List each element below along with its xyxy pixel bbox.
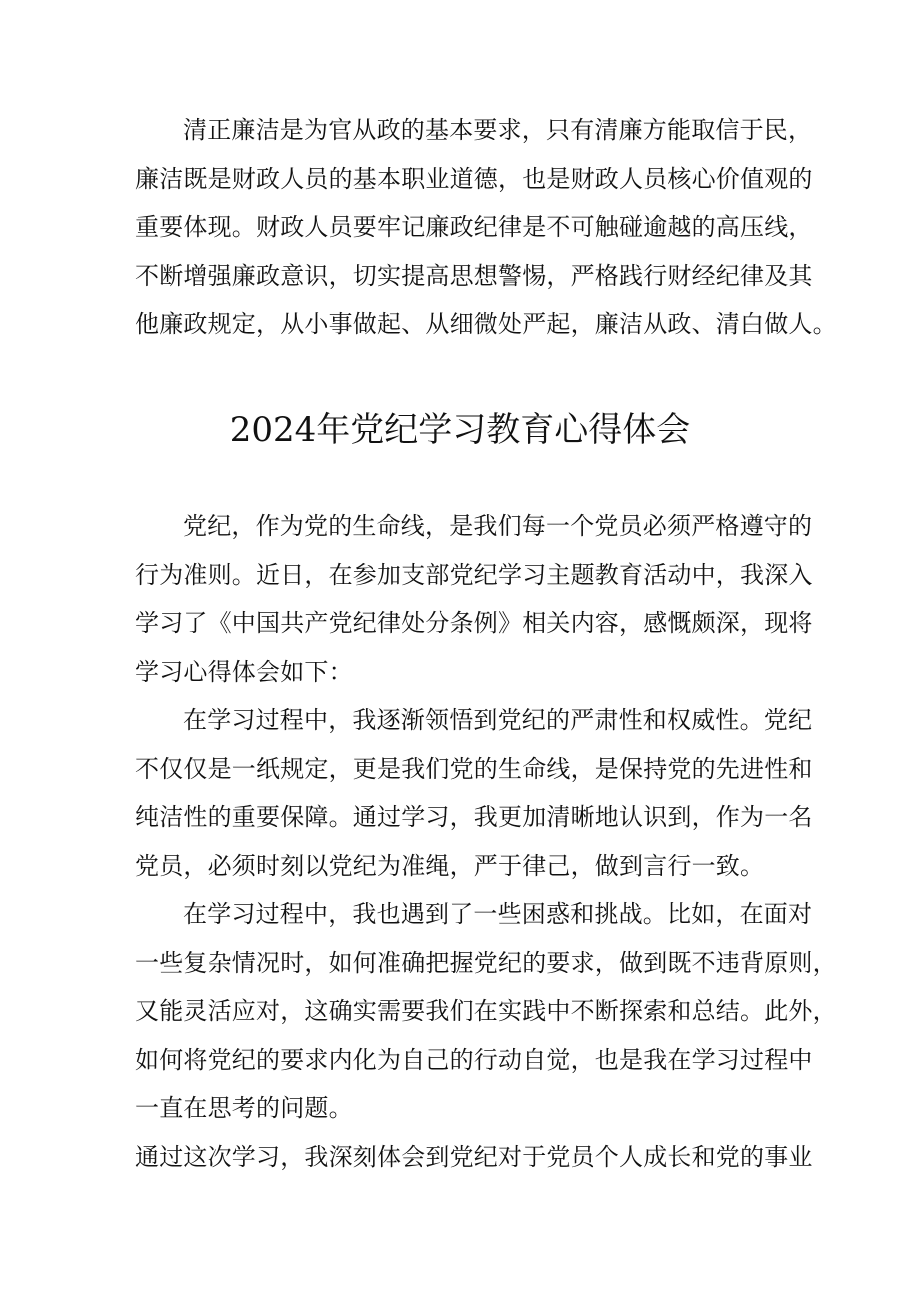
text-line: 纯洁性的重要保障。通过学习，我更加清晰地认识到，作为一名 — [135, 803, 813, 831]
text-line: 学习心得体会如下： — [135, 657, 353, 686]
text-line: 重要体现。财政人员要牢记廉政纪律是不可触碰逾越的高压线， — [135, 213, 813, 241]
text-line: 又能灵活应对，这确实需要我们在实践中不断探索和总结。此外， — [135, 997, 837, 1025]
text-line: 一些复杂情况时，如何准确把握党纪的要求，做到既不违背原则， — [135, 948, 837, 977]
intro-paragraph — [135, 106, 837, 349]
text-line: 在学习过程中，我逐渐领悟到党纪的严肃性和权威性。党纪 — [183, 706, 813, 734]
text-line: 党员，必须时刻以党纪为准绳，严于律己，做到言行一致。 — [135, 851, 765, 880]
text-line: 不断增强廉政意识，切实提高思想警惕，严格践行财经纪律及其 — [135, 261, 813, 290]
text-line: 不仅仅是一纸规定，更是我们党的生命线，是保持党的先进性和 — [135, 754, 813, 783]
text-line: 他廉政规定，从小事做起、从细微处严起，廉洁从政、清白做人。 — [135, 310, 837, 338]
text-line: 在学习过程中，我也遇到了一些困惑和挑战。比如，在面对 — [183, 900, 813, 928]
text-line: 如何将党纪的要求内化为自己的行动自觉，也是我在学习过程中 — [135, 1045, 813, 1074]
text-line: 党纪，作为党的生命线，是我们每一个党员必须严格遵守的 — [183, 512, 813, 540]
body-paragraph-3 — [135, 890, 837, 1133]
body-paragraph-1 — [135, 502, 813, 696]
text-line: 一直在思考的问题。 — [135, 1094, 353, 1122]
text-line: 廉洁既是财政人员的基本职业道德，也是财政人员核心价值观的 — [135, 164, 813, 193]
body-paragraph-2 — [135, 696, 813, 890]
document-title: 2024年党纪学习教育心得体会 — [229, 410, 691, 450]
body-paragraph-4 — [135, 1133, 813, 1182]
text-line: 清正廉洁是为官从政的基本要求，只有清廉方能取信于民， — [183, 116, 813, 144]
text-line: 通过这次学习，我深刻体会到党纪对于党员个人成长和党的事业 — [135, 1143, 813, 1171]
text-line: 学习了《中国共产党纪律处分条例》相关内容，感慨颇深，现将 — [135, 609, 813, 637]
text-line: 行为准则。近日，在参加支部党纪学习主题教育活动中，我深入 — [135, 560, 813, 589]
